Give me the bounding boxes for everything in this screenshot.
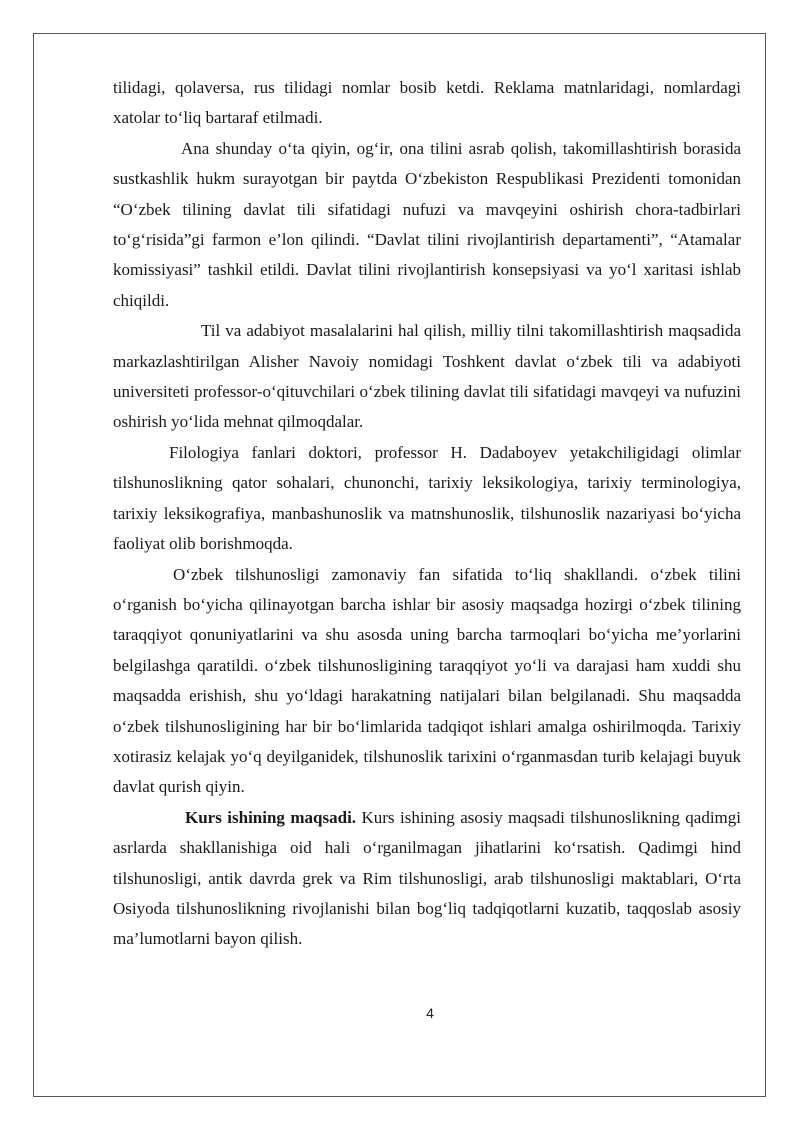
paragraph-6-text: Kurs ishining asosiy maqsadi tilshunoslikning qadimgi asrlarda shakllanishiga oid hali o‘rganilmagan jihatlarini ko‘rsatish. Qadimgi hind tilshunosligi, antik davrda grek va Rim tilshunosligi, arab tilshunosligi maktablari, O‘rta Osiyoda tilshunoslikning rivojlanishi bilan bog‘liq tadqiqotlarni kuzatib, taqqoslab asosiy ma’lumotlarni bayon qilish. [113,807,741,949]
paragraph-3: Til va adabiyot masalalarini hal qilish, milliy tilni takomillashtirish maqsadida markazlashtirilgan Alisher Navoiy nomidagi Toshkent davlat o‘zbek tili va adabiyoti universiteti professor-o‘qituvchilari o‘zbek tilining davlat tili sifatidagi mavqeyi va nufuzini oshirish yo‘lida mehnat qilmoqdalar. [113,321,741,432]
section-heading: Kurs ishining maqsadi. [185,807,357,827]
paragraph-4: Filologiya fanlari doktori, professor H. Dadaboyev yetakchiligidagi olimlar tilshunoslikning qator sohalari, chunonchi, tarixiy leksikologiya, tarixiy terminologiya, tarixiy leksikografiya, manbashunoslik va matnshunoslik, tilshunoslik nazariyasi bo‘yicha faoliyat olib borishmoqda. [113,442,741,554]
page-number: 4 [426,1005,434,1021]
paragraph-1: tilidagi, qolaversa, rus tilidagi nomlar bosib ketdi. Reklama matnlaridagi, nomlardagi xatolar to‘liq bartaraf etilmadi. [113,78,741,128]
document-body [113,73,741,955]
paragraph-6 [113,803,741,955]
paragraph-5: O‘zbek tilshunosligi zamonaviy fan sifatida to‘liq shakllandi. o‘zbek tilini o‘rganish bo‘yicha qilinayotgan barcha ishlar bir asosiy maqsadga hozirgi o‘zbek tilining taraqqiyot qonuniyatlarini va shu asosda uning barcha tarmoqlari bo‘yicha me’yorlarini belgilashga qaratildi. o‘zbek tilshunosligining taraqqiyot yo‘li va darajasi ham xuddi shu maqsadda erishish, shu yo‘ldagi harakatning natijalari bilan belgilanadi. Shu maqsadda o‘zbek tilshunosligining har bir bo‘limlarida tadqiqot ishlari amalga oshirilmoqda. Tarixiy xotirasiz kelajak yo‘q deyilganidek, tilshunoslik tarixini o‘rganmasdan turib kelajagi buyuk davlat qurish qiyin. [113,564,741,797]
paragraph-2: Ana shunday o‘ta qiyin, og‘ir, ona tilini asrab qolish, takomillashtirish borasida sustkashlik hukm surayotgan bir paytda O‘zbekiston Respublikasi Prezidenti tomonidan “O‘zbek tilining davlat tili sifatidagi nufuzi va mavqeyini oshirish chora-tadbirlari to‘g‘risida”gi farmon e’lon qilindi. “Davlat tilini rivojlantirish departamenti”, “Atamalar komissiyasi” tashkil etildi. Davlat tilini rivojlantirish konsepsiyasi va yo‘l xaritasi ishlab chiqildi. [113,138,741,310]
